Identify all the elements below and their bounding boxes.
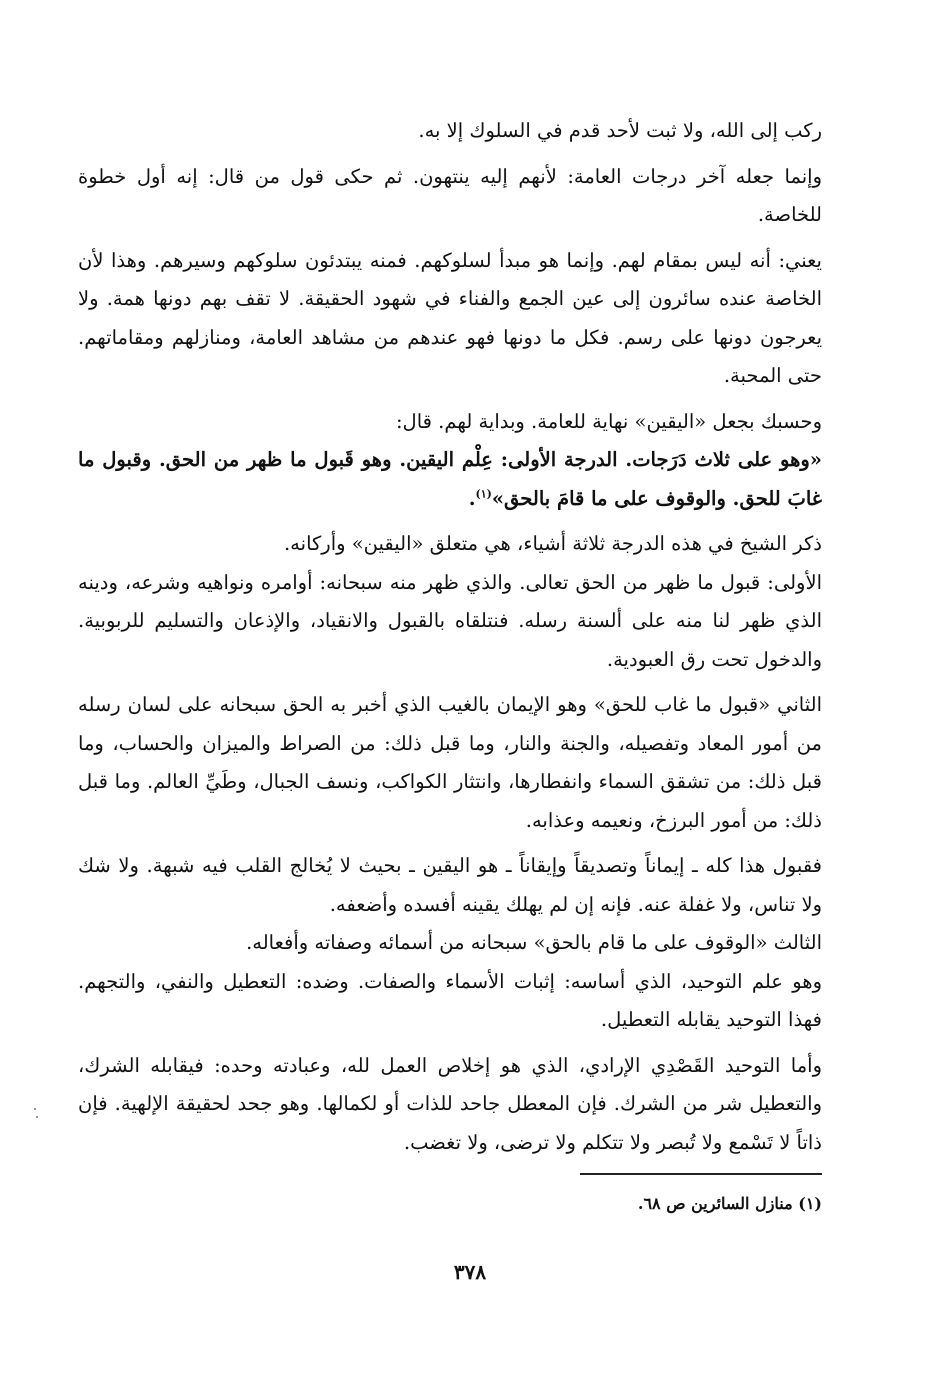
paragraph: الثالث «الوقوف على ما قام بالحق» سبحانه من أسمائه وصفاته وأفعاله. xyxy=(246,931,822,954)
paragraph: ركب إلى الله، ولا ثبت لأحد قدم في السلوك إلا به. xyxy=(418,119,822,142)
footnote-separator xyxy=(580,1173,822,1175)
paragraph-gap xyxy=(78,679,822,686)
paragraph-gap xyxy=(78,396,822,403)
paragraph: وحسبك بجعل «اليقين» نهاية للعامة. وبداية لهم. قال: xyxy=(395,409,822,433)
paragraph: ذكر الشيخ في هذه الدرجة ثلاثة أشياء، هي متعلق «اليقين» وأركانه. xyxy=(283,532,822,555)
paragraph: يعني: أنه ليس بمقام لهم. وإنما هو مبدأ لسلوكهم. فمنه يبتدئون سلوكهم وسيرهم. وهذا لأن الخاصة عنده سائرون إلى عين الجمع والفناء في شهود الحقيقة. لا تقف بهم دونها همة. ولا يعرجون دونها على رسم. فكل ما دونها فهو عندهم من مشاهد العامة، ومنازلهم ومقاماتهم. حتى المحبة. xyxy=(78,248,822,387)
paragraph-gap xyxy=(78,151,822,158)
scan-speck xyxy=(36,1116,38,1118)
paragraph-gap xyxy=(78,518,822,525)
footnote: (١) منازل السائرين ص ٦٨. xyxy=(637,1194,822,1213)
quoted-text: «وهو على ثلاث دَرَجات. الدرجة الأولى: عِلْم اليقين. وهو قَبول ما ظهر من الحق. وقبول ما غابَ للحق. والوقوف على ما قامَ بالحق»$^{(١)}$. xyxy=(78,448,822,510)
paragraph: الثاني «قبول ما غاب للحق» وهو الإيمان بالغيب الذي أخبر به الحق سبحانه على لسان رسله من أمور المعاد وتفصيله، والجنة والنار، وما قبل ذلك: من الصراط والميزان والحساب، وما قبل ذلك: من تشقق السماء وانفطارها، وانتثار الكواكب، ونسف الجبال، وطَيِّ العالم. وما قبل ذلك: من أمور البرزخ، ونعيمه وعذابه. xyxy=(78,693,822,832)
paragraph: الأولى: قبول ما ظهر من الحق تعالى. والذي ظهر منه سبحانه: أوامره ونواهيه وشرعه، ودينه الذي ظهر لنا منه على ألسنة رسله. فنتلقاه بالقبول والانقياد، والإذعان والتسليم للربوبية. والدخول تحت رق العبودية. xyxy=(78,570,822,671)
page-number: ٣٧٨ xyxy=(453,1260,487,1284)
body-text xyxy=(78,112,822,1162)
quote-body: «وهو على ثلاث دَرَجات. الدرجة الأولى: عِلْم اليقين. وهو قَبول ما ظهر من الحق. وقبول ما غابَ للحق. والوقوف على ما قامَ بالحق» xyxy=(78,448,822,510)
scan-speck xyxy=(34,1108,36,1110)
paragraph: وهو علم التوحيد، الذي أساسه: إثبات الأسماء والصفات. وضده: التعطيل والنفي، والتجهم. فهذا التوحيد يقابله التعطيل. xyxy=(78,969,822,1031)
footnote-ref: (١) xyxy=(475,487,492,500)
paragraph: وأما التوحيد القَصْدِي الإرادي، الذي هو إخلاص العمل لله، وعبادته وحده: فيقابله الشرك، والتعطيل شر من الشرك. فإن المعطل جاحد للذات أو لكمالها. وهو جحد لحقيقة الإلهية. فإن ذاتاً لا تَسْمع ولا تُبصر ولا تتكلم ولا ترضى، ولا تغضب. xyxy=(78,1053,822,1154)
paragraph-gap xyxy=(78,235,822,242)
paragraph: وإنما جعله آخر درجات العامة: لأنهم إليه ينتهون. ثم حكى قول من قال: إنه أول خطوة للخاصة. xyxy=(78,164,822,226)
paragraph: فقبول هذا كله ـ إيماناً وتصديقاً وإيقاناً ـ هو اليقين ـ بحيث لا يُخالج القلب فيه شبهة. ولا شك ولا تناس، ولا غفلة عنه. فإنه إن لم يهلك يقينه أفسده وأضعفه. xyxy=(78,854,822,916)
paragraph-gap xyxy=(78,840,822,847)
paragraph-gap xyxy=(78,1040,822,1047)
